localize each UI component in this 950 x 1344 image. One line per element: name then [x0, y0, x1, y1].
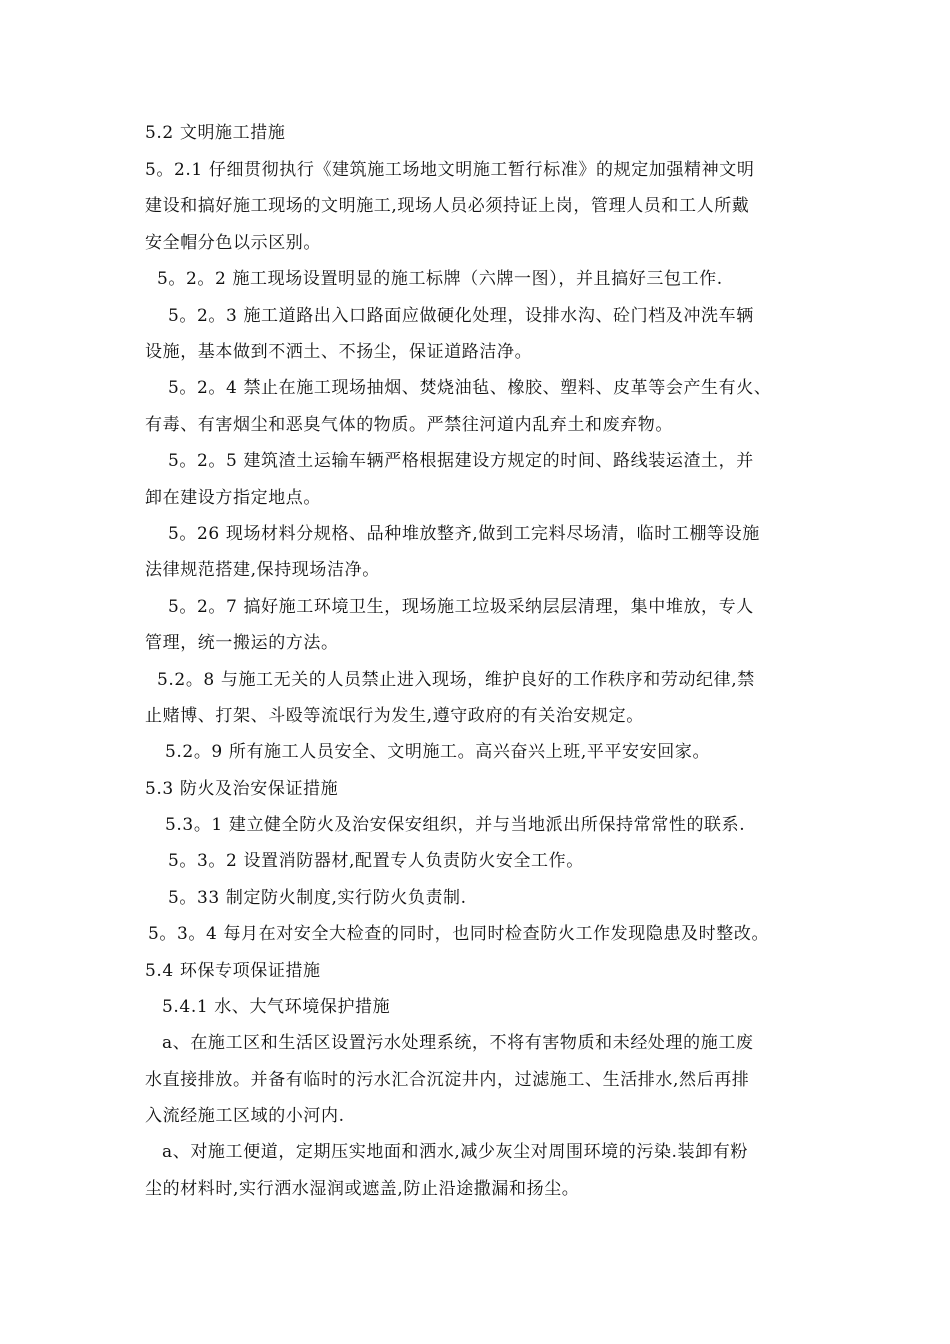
paragraph-line: 5。2。3 施工道路出入口路面应做硬化处理，设排水沟、砼门档及冲洗车辆: [168, 306, 754, 326]
paragraph-line: 5。2。4 禁止在施工现场抽烟、焚烧油毡、橡胶、塑料、皮革等会产生有火、: [168, 378, 772, 398]
section-heading-5-4: 5.4 环保专项保证措施: [145, 961, 321, 981]
paragraph-line: 5。26 现场材料分规格、品种堆放整齐,做到工完料尽场清，临时工棚等设施: [168, 524, 760, 544]
paragraph-line: 5.3。1 建立健全防火及治安保安组织，并与当地派出所保持常常性的联系.: [165, 815, 746, 835]
section-heading-5-3: 5.3 防火及治安保证措施: [145, 779, 339, 799]
paragraph-line: 水直接排放。并备有临时的污水汇合沉淀井内，过滤施工、生活排水,然后再排: [145, 1070, 750, 1090]
section-heading-5-2: 5.2 文明施工措施: [145, 123, 286, 143]
paragraph-line: 卸在建设方指定地点。: [145, 488, 321, 508]
paragraph-line: 有毒、有害烟尘和恶臭气体的物质。严禁往河道内乱弃土和废弃物。: [145, 415, 673, 435]
paragraph-line: 尘的材料时,实行洒水湿润或遮盖,防止沿途撒漏和扬尘。: [145, 1179, 580, 1199]
paragraph-line: 建设和搞好施工现场的文明施工,现场人员必须持证上岗，管理人员和工人所戴: [145, 196, 750, 216]
paragraph-line: 安全帽分色以示区别。: [145, 233, 321, 253]
paragraph-line: 设施，基本做到不洒土、不扬尘，保证道路洁净。: [145, 342, 533, 362]
paragraph-line: 法律规范搭建,保持现场洁净。: [145, 560, 380, 580]
paragraph-line: 5。3。4 每月在对安全大检查的同时，也同时检查防火工作发现隐患及时整改。: [148, 924, 770, 944]
paragraph-line: 5.2。8 与施工无关的人员禁止进入现场，维护良好的工作秩序和劳动纪律,禁: [157, 670, 755, 690]
paragraph-line: a、对施工便道，定期压实地面和洒水,减少灰尘对周围环境的污染.装卸有粉: [162, 1142, 748, 1162]
subsection-heading-5-4-1: 5.4.1 水、大气环境保护措施: [162, 997, 391, 1017]
paragraph-line: 入流经施工区域的小河内.: [145, 1106, 345, 1126]
paragraph-line: 5。3。2 设置消防器材,配置专人负责防火安全工作。: [168, 851, 584, 871]
paragraph-line: 5.2。9 所有施工人员安全、文明施工。高兴奋兴上班,平平安安回家。: [165, 742, 711, 762]
paragraph-line: 5。33 制定防火制度,实行防火负责制.: [168, 888, 467, 908]
paragraph-line: 5。2。7 搞好施工环境卫生，现场施工垃圾采纳层层清理，集中堆放，专人: [168, 597, 754, 617]
paragraph-line: 5。2。2 施工现场设置明显的施工标牌（六牌一图），并且搞好三包工作.: [157, 269, 723, 289]
paragraph-line: 5。2。5 建筑渣土运输车辆严格根据建设方规定的时间、路线装运渣土，并: [168, 451, 754, 471]
paragraph-line: 管理，统一搬运的方法。: [145, 633, 339, 653]
paragraph-line: 5。2.1 仔细贯彻执行《建筑施工场地文明施工暂行标准》的规定加强精神文明: [145, 160, 755, 180]
paragraph-line: 止赌博、打架、斗殴等流氓行为发生,遵守政府的有关治安规定。: [145, 706, 644, 726]
paragraph-line: a、在施工区和生活区设置污水处理系统，不将有害物质和未经处理的施工废: [162, 1033, 754, 1053]
